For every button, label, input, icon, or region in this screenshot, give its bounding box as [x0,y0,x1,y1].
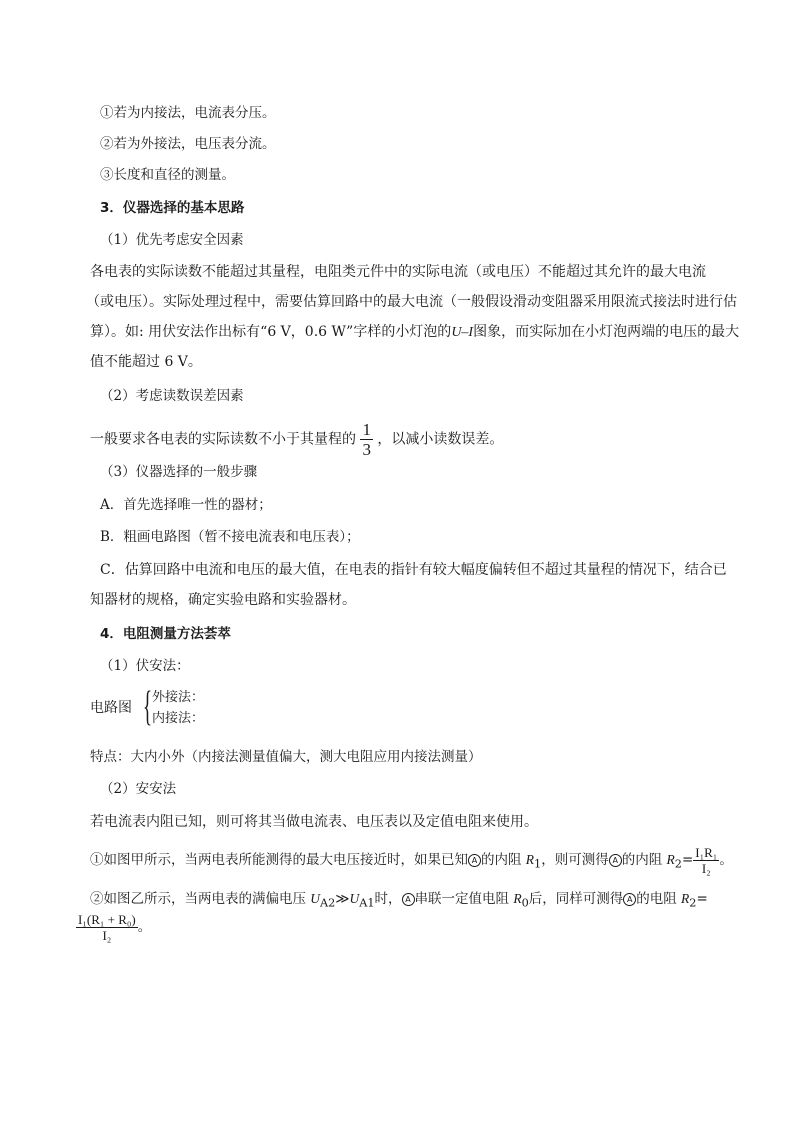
paragraph-line [90,845,733,876]
paragraph-text: 一般要求各电表的实际读数不小于其量程的 [90,431,356,448]
list-item: A．首先选择唯一性的器材； [100,497,272,513]
paragraph-line: 各电表的实际读数不能超过其量程，电阻类元件中的实际电流（或电压）不能超过其允许的最大电流 [90,264,706,280]
sub-heading: （3）仪器选择的一般步骤 [100,464,258,480]
sub-heading: （2）考虑读数误差因素 [100,388,244,404]
symbol-r: R [681,891,690,906]
symbol-r: R [666,852,675,867]
subscript: A2 [320,896,336,910]
fraction-numerator: I₁R₁ [695,845,718,860]
text-line: ①若为内接法，电流表分压。 [100,105,276,121]
equals-sign: = [696,891,708,907]
period: 。 [137,919,152,935]
fraction-denominator: 3 [362,440,371,459]
paragraph-line: 若电流表内阻已知，则可将其当做电流表、电压表以及定值电阻来使用。 [90,814,538,830]
paragraph-text: 图象，而实际加在小灯泡两端的电压的最大 [473,324,740,340]
list-item: B．粗画电路图（暂不接电流表和电压表）； [100,529,360,545]
ammeter-a1-icon: A [402,893,415,906]
paragraph-text: 的电阻 [636,891,677,907]
paragraph-text: ①如图甲所示，当两电表所能测得的最大电压接近时，如果已知 [90,852,468,868]
subscript: 0 [521,896,529,910]
subscript: 2 [674,857,682,871]
paragraph-text: ，则可测得 [541,852,609,868]
symbol-u: U [349,891,360,906]
paragraph-text: 算）。如: 用伏安法作出标有“6 V，0.6 W”字样的小灯泡的 [90,324,452,340]
section-heading: 3．仪器选择的基本思路 [100,200,245,216]
paragraph-line: （或电压）。实际处理过程中，需要估算回路中的最大电流（一般假设滑动变阻器采用限流式接法时进行估 [86,294,737,310]
ui-symbol: U–I [451,325,474,340]
list-item: 知器材的规格，确定实验电路和实验器材。 [90,592,356,608]
fraction-r2-series [76,912,138,943]
subscript: 2 [689,896,697,910]
sub-heading: （1）优先考虑安全因素 [100,232,244,248]
paragraph-line: 值不能超过 6 V。 [90,354,202,370]
ammeter-a2-icon: A [609,854,622,867]
list-item: C．估算回路中电流和电压的最大值，在电表的指针有较大幅度偏转但不超过其量程的情况下，结合已 [100,562,727,578]
ammeter-a1-icon: A [468,854,481,867]
paragraph-line [90,420,722,459]
fraction-r2 [693,845,719,876]
symbol-r: R [513,891,522,906]
feature-line: 特点：大内小外（内接法测量值偏大，测大电阻应用内接法测量） [90,749,482,765]
text-line: ②若为外接法，电压表分流。 [100,136,276,152]
ammeter-a2-icon: A [623,893,636,906]
period: 。 [719,852,733,868]
paragraph-text: 后，同样可测得 [528,891,624,907]
paragraph-text: 的内阻 [621,852,663,868]
brace-symbol: { [143,684,153,730]
paragraph-text: 的内阻 [481,852,522,868]
section-heading: 4．电阻测量方法荟萃 [100,626,231,642]
much-greater-sign: ≫ [335,891,350,907]
inner-method-label: 内接法： [152,711,205,726]
fraction-denominator: I₂ [701,861,711,876]
fraction-denominator: I₂ [102,928,112,943]
fraction-numerator: 1 [362,420,371,439]
paragraph-line [90,322,740,343]
symbol-r: R [525,852,535,867]
subscript: A1 [359,896,375,910]
subscript: 1 [534,857,542,871]
text-line: ③长度和直径的测量。 [100,167,235,183]
fraction-numerator: I₁(R₁ + R₀) [78,912,136,927]
paragraph-text: ，以减小读数误差。 [377,431,504,448]
paragraph-line [90,889,722,914]
paragraph-text: 时， [374,891,402,907]
sub-heading: （2）安安法 [100,781,177,797]
sub-heading: （1）伏安法： [100,658,190,674]
paragraph-text: ②如图乙所示，当两电表的满偏电压 [90,891,306,907]
circuit-label: 电路图 [90,700,132,716]
equals-sign: = [681,852,694,868]
formula-line [76,912,696,943]
fraction-one-third [360,420,373,459]
outer-method-label: 外接法： [152,690,205,705]
paragraph-text: 串联一定值电阻 [414,891,510,907]
symbol-u: U [310,891,321,906]
